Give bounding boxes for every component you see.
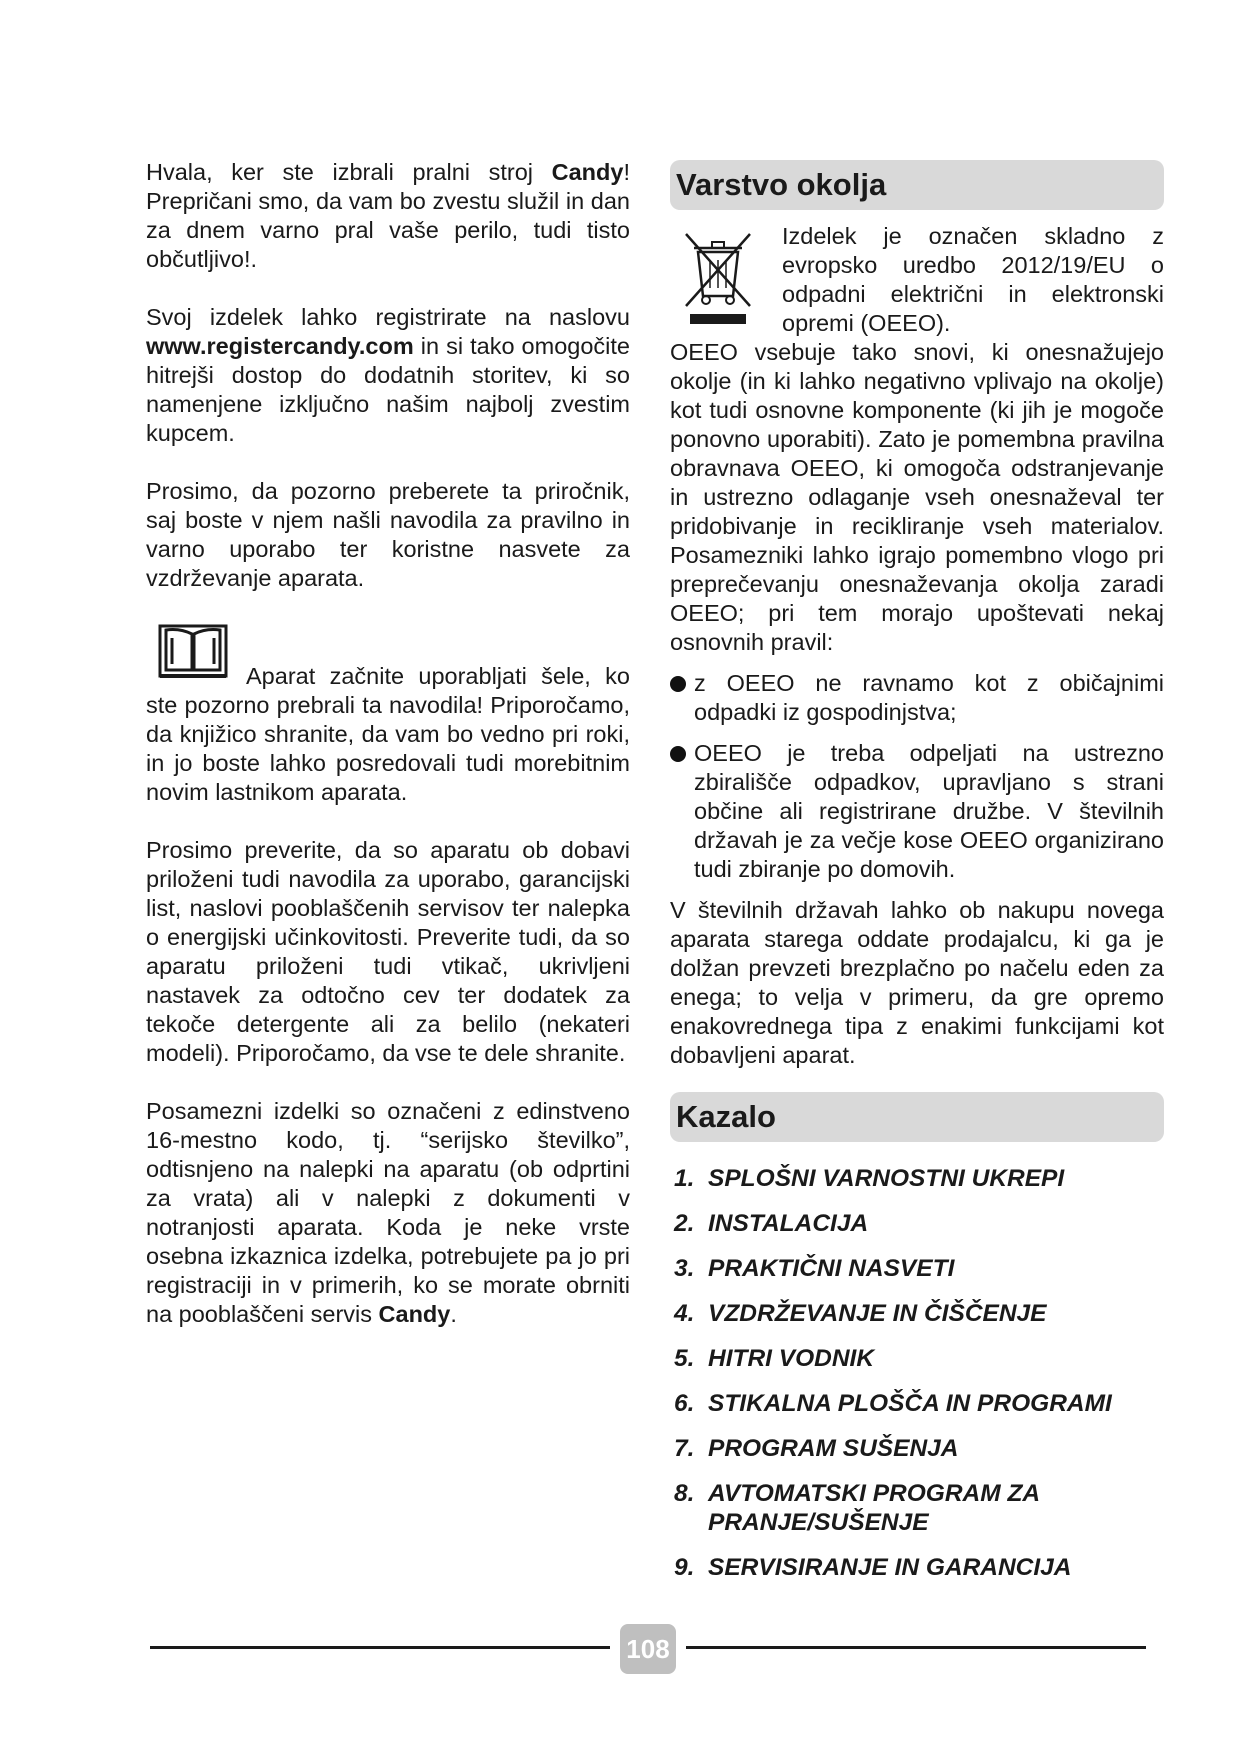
toc-item[interactable]	[670, 1553, 1164, 1582]
toc-label: AVTOMATSKI PROGRAM ZA PRANJE/SUŠENJE	[708, 1480, 1040, 1536]
toc-number: 9.	[674, 1554, 695, 1581]
intro-text: Hvala, ker ste izbrali pralni stroj	[146, 159, 552, 185]
toc-label: SPLOŠNI VARNOSTNI UKREPI	[708, 1165, 1065, 1192]
brand-name: Candy	[378, 1301, 451, 1327]
serial-number-text: Posamezni izdelki so označeni z edinstveno 16-mestno kodo, tj. “serijsko številko”, odtisnjeno na nalepki na aparatu (ob odprtini za vrata) ali v nalepki z dokumenti v notranjosti aparata. Koda je neke vrste osebna izkaznica izdelka, potrebujete pa jo pri registraciji in v primerih, ko se morate obrniti na pooblaščeni servis	[146, 1098, 630, 1327]
toc-item[interactable]	[670, 1164, 1164, 1193]
registration-text: Svoj izdelek lahko registrirate na naslovu	[146, 304, 630, 330]
toc-label: PROGRAM SUŠENJA	[708, 1435, 959, 1462]
toc-label: INSTALACIJA	[708, 1210, 869, 1237]
registration-paragraph	[146, 303, 630, 448]
toc-label: SERVISIRANJE IN GARANCIJA	[708, 1554, 1072, 1581]
toc-item[interactable]	[670, 1344, 1164, 1373]
toc-item[interactable]	[670, 1254, 1164, 1283]
toc-number: 7.	[674, 1435, 695, 1462]
toc-number: 4.	[674, 1300, 695, 1327]
read-instructions-content: Aparat začnite uporabljati šele, ko ste pozorno prebrali ta navodila! Priporočamo, da knjižico shranite, da vam bo vedno pri roki, in jo boste lahko posredovali tudi morebitnim novim lastnikom aparata.	[146, 663, 630, 805]
weee-icon-wrapper	[670, 222, 777, 338]
registration-text-cont: in si tako omogočite hitrejši dostop do dodatnih storitev, ki so namenjene izključno našim najbolj zvestim kupcem.	[146, 333, 630, 446]
page-number: 108	[620, 1624, 676, 1674]
toc-number: 1.	[674, 1165, 695, 1192]
serial-number-text-end: .	[450, 1301, 457, 1327]
serial-number-paragraph	[146, 1097, 630, 1329]
environment-paragraph: OEEO vsebuje tako snovi, ki onesnažujejo okolje (in ki lahko negativno vplivajo na okolje) kot tudi osnovne komponente (ki jih je mogoče ponovno uporabiti). Zato je pomembna pravilna obravnava OEEO, ki omogoča odstranjevanje in ustrezno odlaganje vseh onesnaževal ter pridobivanje in recikliranje vseh materialov. Posamezniki lahko igrajo pomembno vlogo pri preprečevanju onesnaževanja okolja zaradi OEEO; pri tem morajo upoštevati nekaj osnovnih pravil:	[670, 339, 1164, 655]
read-manual-paragraph: Prosimo, da pozorno preberete ta priročnik, saj boste v njem našli navodila za pravilno in varno uporabo ter koristne nasvete za vzdrževanje aparata.	[146, 478, 630, 591]
weee-text: Izdelek je označen skladno z evropsko uredbo 2012/19/EU o odpadni električni in elektronski opremi (OEEO).	[782, 223, 1164, 336]
toc-item[interactable]	[670, 1434, 1164, 1463]
right-column	[670, 160, 1164, 1598]
toc-label: VZDRŽEVANJE IN ČIŠČENJE	[708, 1300, 1047, 1327]
crossed-out-wheelie-bin-icon	[682, 230, 754, 326]
intro-text-cont: ! Prepričani smo, da vam bo zvestu služil in dan za dnem varno pral vaše perilo, tudi tisto občutljivo!.	[146, 159, 630, 272]
toc-number: 6.	[674, 1390, 695, 1417]
toc-item[interactable]	[670, 1209, 1164, 1238]
disposal-rules-list	[670, 669, 1164, 884]
intro-paragraph	[146, 158, 630, 274]
toc-number: 3.	[674, 1255, 695, 1282]
list-item	[670, 669, 1164, 727]
footer-rule-left	[150, 1646, 610, 1649]
list-item-text: OEEO je treba odpeljati na ustrezno zbirališče odpadkov, upravljano s strani občine ali registrirane družbe. V številnih državah je za večje kose OEEO organizirano tudi zbiranje po domovih.	[694, 740, 1164, 882]
toc-label: STIKALNA PLOŠČA IN PROGRAMI	[708, 1390, 1112, 1417]
toc-number: 8.	[674, 1480, 695, 1507]
toc-label: HITRI VODNIK	[708, 1345, 875, 1372]
weee-notice	[670, 222, 1164, 338]
toc-item[interactable]	[670, 1299, 1164, 1328]
bullet-icon	[670, 676, 686, 692]
left-column	[146, 158, 630, 1358]
registration-url[interactable]: www.registercandy.com	[146, 333, 414, 359]
read-instructions-block	[146, 622, 630, 807]
list-item	[670, 739, 1164, 884]
read-instructions-text	[146, 662, 630, 807]
brand-name: Candy	[551, 159, 624, 185]
footer-rule-right	[686, 1646, 1146, 1649]
list-item-text: z OEEO ne ravnamo kot z običajnimi odpadki iz gospodinjstva;	[694, 670, 1164, 725]
toc-number: 5.	[674, 1345, 695, 1372]
toc-item[interactable]	[670, 1389, 1164, 1418]
toc-number: 2.	[674, 1210, 695, 1237]
package-check-paragraph: Prosimo preverite, da so aparatu ob dobavi priloženi tudi navodila za uporabo, garancijski list, naslovi pooblaščenih servisov ter nalepka o energijski učinkovitosti. Preverite tudi, da so aparatu priloženi tudi vtikač, ukrivljeni nastavek za odtočno cev ter dodatek za tekoče detergente ali za belilo (nekateri modeli). Priporočamo, da vse te dele shranite.	[146, 837, 630, 1066]
take-back-paragraph: V številnih državah lahko ob nakupu novega aparata starega oddate prodajalcu, ki ga je dolžan prevzeti brezplačno po načelu eden za enega; to velja v primeru, da gre opremo enakovrednega tipa z enakimi funkcijami kot dobavljeni aparat.	[670, 897, 1164, 1068]
toc-label: PRAKTIČNI NASVETI	[708, 1255, 955, 1282]
environment-section-title: Varstvo okolja	[670, 160, 1164, 210]
bullet-icon	[670, 746, 686, 762]
contents-section-title: Kazalo	[670, 1092, 1164, 1142]
table-of-contents	[670, 1164, 1164, 1582]
toc-item[interactable]	[670, 1479, 1164, 1537]
